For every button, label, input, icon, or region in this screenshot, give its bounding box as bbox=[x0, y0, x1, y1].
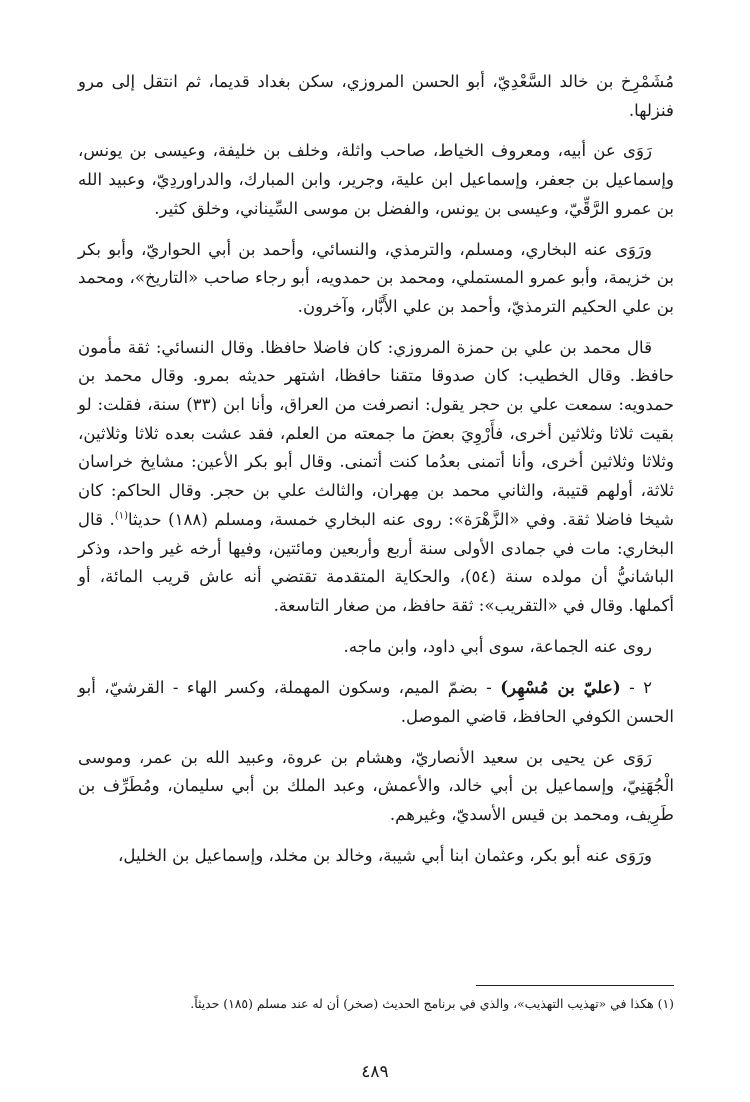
paragraph bbox=[78, 236, 674, 322]
paragraph-text: - بضمّ الميم، وسكون المهملة، وكسر الهاء - القرشيّ، أبو الحسن الكوفي الحافظ، قاضي الموصل. bbox=[78, 678, 674, 727]
paragraph-text: مُشَمْرِخ بن خالد السَّعْدِيّ، أبو الحسن المروزي، سكن بغداد قديما، ثم انتقل إلى مرو فنزلها. bbox=[78, 72, 674, 120]
paragraph-text: رَوَى عن أبيه، ومعروف الخياط، صاحب واثلة، وخلف بن خليفة، وعيسى بن يونس، وإسماعيل بن جعفر، وإسماعيل ابن علية، وجرير، وابن المبارك، والدراوردِيّ، وعبيد الله بن عمرو الرَّقِّيّ، وعيسى بن يونس، والفضل بن موسى السِّيناني، وخلق كثير. bbox=[78, 141, 674, 218]
paragraph bbox=[78, 633, 674, 662]
footnote-mark: (١) bbox=[657, 996, 674, 1011]
entry-number: ٢ - bbox=[620, 678, 653, 698]
footnote-text: هكذا في «تهذيب التهذيب»، والذي في برنامج الحديث (صخر) أن له عند مسلم (١٨٥) حديثاً. bbox=[190, 996, 654, 1011]
paragraph-text: قال محمد بن علي بن حمزة المروزي: كان فاضلا حافظا. وقال النسائي: ثقة مأمون حافظ. وقال الخطيب: كان صدوقا متقنا حافظا، اشتهر حديثه بمرو. وقال محمد بن حمدويه: سمعت علي بن حجر يقول: انصرفت من العراق، وأنا ابن (٣٣) سنة، فقلت: لو بقيت ثلاثا وثلاثين أخرى، فأَرْوِيَ بعضَ ما جمعته من العلم، فقد عشت بعده ثلاثا وثلاثين، وثلاثا وثلاثين أخرى، وأنا أتمنى بعدُما كنت أتمنى. وقال أبو بكر الأعين: مشايخ خراسان ثلاثة، أولهم قتيبة، والثاني محمد بن مِهران، والثالث علي بن حجر. وقال الحاكم: كان شيخا فاضلا ثقة. وفي «الزَّهْرَة»: روى عنه البخاري خمسة، ومسلم (١٨٨) حديثا bbox=[78, 337, 675, 529]
paragraph-text: روى عنه الجماعة، سوى أبي داود، وابن ماجه. bbox=[343, 636, 652, 656]
paragraph bbox=[78, 842, 674, 871]
paragraph-text: ورَوَى عنه البخاري، ومسلم، والترمذي، والنسائي، وأحمد بن أبي الحواريّ، وأبو بكر بن خزيمة، وأبو عمرو المستملي، ومحمد بن حمدويه، أبو رجاء صاحب «التاريخ»، ومحمد بن علي الحكيم الترمذيّ، وأحمد بن علي الأَبَّار، وآخرون. bbox=[78, 239, 674, 316]
entry-heading-paragraph bbox=[78, 673, 674, 731]
paragraph bbox=[78, 68, 674, 125]
entry-name: (عليّ بن مُسْهِر) bbox=[500, 677, 621, 698]
footnote-divider bbox=[476, 985, 674, 986]
paragraph-text: . قال البخاري: مات في جمادى الأولى سنة أربع وأربعين ومائتين، وفيها أرخه غير واحد، وذكر الباشانيُّ أن مولده سنة (٥٤)، والحكاية المتقدمة تقتضي أنه عاش قريب المائة، أو أكملها. وقال في «التقريب»: ثقة حافظ، من صغار التاسعة. bbox=[78, 509, 674, 615]
paragraph bbox=[78, 334, 674, 621]
paragraph-text: ورَوَى عنه أبو بكر، وعثمان ابنا أبي شيبة، وخالد بن مخلد، وإسماعيل بن الخليل، bbox=[118, 845, 652, 865]
footnote-reference[interactable]: (١) bbox=[114, 510, 128, 522]
paragraph bbox=[78, 744, 674, 830]
paragraph-text: رَوَى عن يحيى بن سعيد الأنصاريّ، وهشام بن عروة، وعبيد الله بن عمر، وموسى الْجُهَنِيّ، وإسماعيل بن أبي خالد، والأعمش، وعبد الملك بن أبي سليمان، ومُطَرِّف بن طَرِيف، ومحمد بن قيس الأسديّ، وغيرهم. bbox=[78, 747, 674, 825]
paragraph bbox=[78, 137, 674, 223]
page-number: ٤٨٩ bbox=[361, 1062, 389, 1082]
footnote bbox=[78, 994, 674, 1014]
body-text bbox=[78, 68, 674, 883]
